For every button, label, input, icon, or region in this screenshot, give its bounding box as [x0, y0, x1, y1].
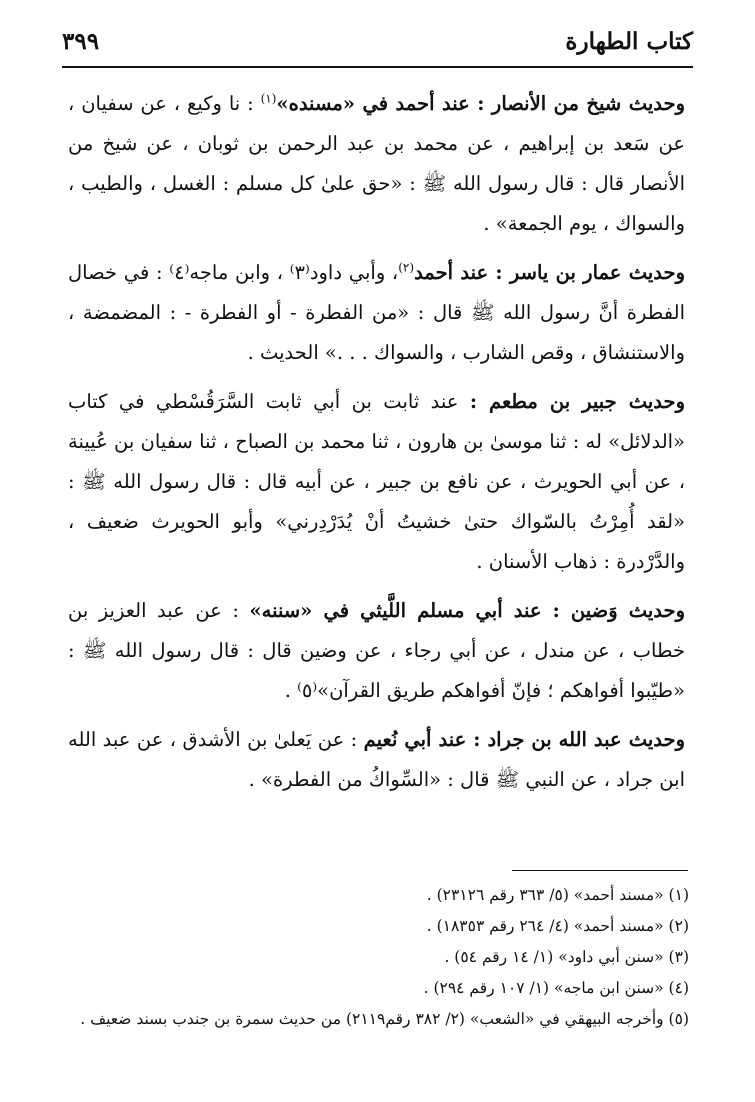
paragraph-abdullah-jarad — [68, 720, 685, 800]
paragraph-text: ، وأبي داود⁽٣⁾ ، وابن ماجه⁽٤⁾ : في خصال الفطرة أنَّ رسول الله ﷺ قال : «من الفطرة - أو الفطرة - : المضمضة ، والاستنشاق ، وقص الشارب ، والسواك . . .» الحديث . — [68, 261, 685, 364]
paragraph-lead: وحديث وَضين : عند أبي مسلم اللَّيثي في «سننه» — [249, 599, 686, 622]
running-title: كتاب الطهارة — [565, 28, 693, 55]
footnote: (٥) وأخرجه البيهقي في «الشعب» (٢/ ٣٨٢ رقم٢١١٩) من حديث سمرة بن جندب بسند ضعيف . — [80, 1010, 689, 1028]
page-header — [62, 26, 693, 64]
footnote-separator — [512, 870, 688, 871]
footnote: (٣) «سنن أبي داود» (١/ ١٤ رقم ٥٤) . — [444, 948, 689, 966]
footnote: (٤) «سنن ابن ماجه» (١/ ١٠٧ رقم ٢٩٤) . — [423, 979, 689, 997]
paragraph-lead: وحديث عمار بن ياسر : عند أحمد — [414, 261, 685, 284]
footnote-ref: (٢) — [398, 260, 415, 275]
header-rule — [62, 66, 693, 68]
paragraph-text: عند ثابت بن أبي ثابت السَّرَقُسْطي في كتاب «الدلائل» له : ثنا موسىٰ بن هارون ، ثنا محمد بن الصباح ، ثنا سفيان بن عُيينة ، عن أبي الحويرث ، عن نافع بن جبير ، عن أبيه قال : قال رسول الله ﷺ : «لقد أُمِرْتُ بالسّواك حتىٰ خشيتُ أنْ يُدَرْدِرني» وأبو الحويرث ضعيف ، والدَّرْدرة : ذهاب الأسنان . — [68, 390, 685, 573]
paragraph-shaykh-ansar — [68, 84, 685, 244]
paragraph-text: : عن يَعلىٰ بن الأشدق ، عن عبد الله ابن جراد ، عن النبي ﷺ قال : «السِّواكُ من الفطرة» . — [68, 728, 685, 791]
footnote: (٢) «مسند أحمد» (٤/ ٢٦٤ رقم ١٨٣٥٣) . — [426, 917, 689, 935]
footnotes — [60, 880, 689, 1035]
paragraph-jubayr — [68, 382, 685, 582]
page-number: ٣٩٩ — [62, 28, 100, 55]
paragraph-text: : عن عبد العزيز بن خطاب ، عن مندل ، عن أبي رجاء ، عن وضين قال : قال رسول الله ﷺ : «طيّبوا أفواهكم ؛ فإنّ أفواهكم طريق القرآن»⁽٥⁾ . — [68, 599, 685, 702]
paragraph-text: : نا وكيع ، عن سفيان ، عن سَعد بن إبراهيم ، عن محمد بن عبد الرحمن بن ثوبان ، عن شيخ من الأنصار قال : قال رسول الله ﷺ : «حق علىٰ كل مسلم : الغسل ، والطيب ، والسواك ، يوم الجمعة» . — [68, 92, 685, 235]
paragraph-wadin — [68, 591, 685, 711]
paragraph-ammar — [68, 253, 685, 373]
paragraph-lead: وحديث جبير بن مطعم : — [469, 390, 685, 413]
paragraph-lead: وحديث عبد الله بن جراد : عند أبي نُعيم — [363, 728, 685, 751]
main-text — [68, 84, 685, 809]
paragraph-lead: وحديث شيخ من الأنصار : عند أحمد في «مسنده» — [276, 92, 685, 115]
footnote: (١) «مسند أحمد» (٥/ ٣٦٣ رقم ٢٣١٢٦) . — [426, 886, 689, 904]
footnote-ref: (١) — [260, 91, 277, 106]
